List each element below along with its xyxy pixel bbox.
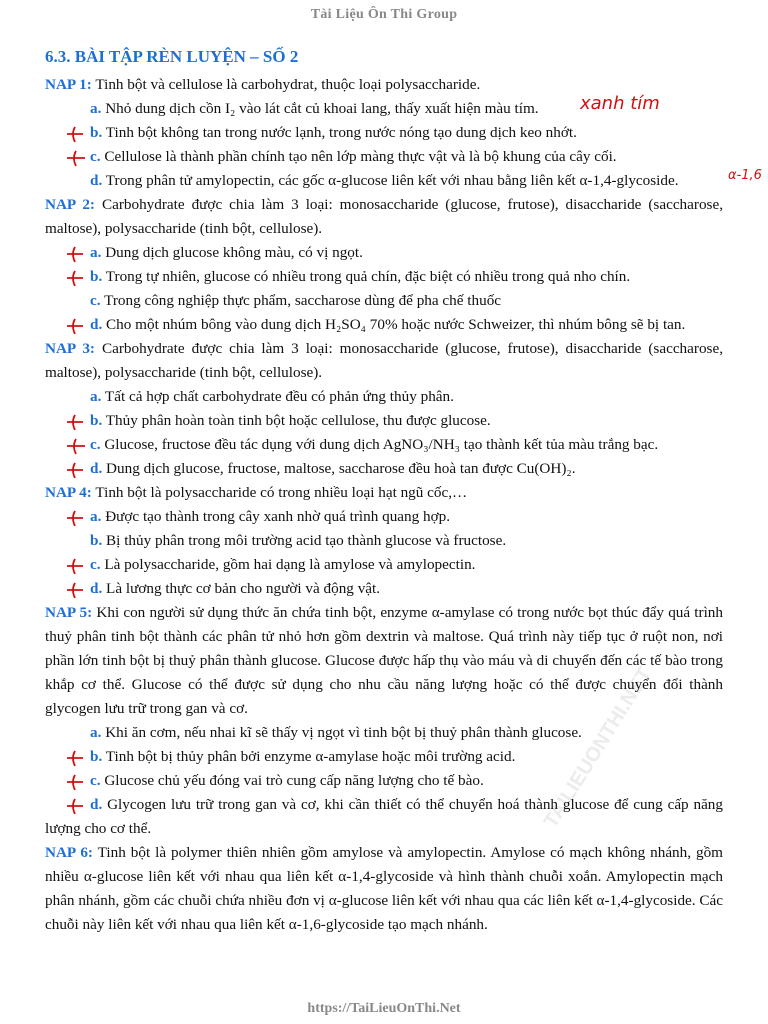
question-stem: Tinh bột và cellulose là carbohydrat, thuộc loại polysaccharide. <box>95 76 481 93</box>
question-stem: Tinh bột là polysaccharide có trong nhiều loại hạt ngũ cốc,… <box>95 484 468 501</box>
question-nap4 <box>45 481 723 505</box>
question-label: NAP 5: <box>45 604 93 621</box>
option-nap1-b <box>45 121 723 145</box>
option-nap4-a <box>45 505 723 529</box>
option-nap3-a <box>45 385 723 409</box>
option-nap2-d <box>45 313 723 337</box>
option-text: Trong công nghiệp thực phẩm, saccharose dùng để pha chế thuốc <box>104 292 502 309</box>
option-text: Là polysaccharide, gồm hai dạng là amylose và amylopectin. <box>104 556 476 573</box>
option-label: b. <box>90 748 103 765</box>
option-text: Glucose, fructose đều tác dụng với dung dịch AgNO₃/NH₃ tạo thành kết tủa màu trắng bạc. <box>104 436 659 453</box>
question-stem: Carbohydrate được chia làm 3 loại: monosaccharide (glucose, frutose), disaccharide (saccharose, maltose), polysaccharide (tinh bột, cellulose). <box>45 196 723 237</box>
option-text: Dung dịch glucose, fructose, maltose, saccharose đều hoà tan được Cu(OH)₂. <box>106 460 576 477</box>
option-text: Tất cả hợp chất carbohydrate đều có phản ứng thủy phân. <box>104 388 454 405</box>
option-nap3-b <box>45 409 723 433</box>
option-label: a. <box>90 724 102 741</box>
option-text: Tinh bột bị thủy phân bởi enzyme α-amylase hoặc môi trường acid. <box>105 748 516 765</box>
handwritten-check-icon <box>63 244 89 264</box>
handwritten-check-icon <box>63 556 89 576</box>
option-label: a. <box>90 508 102 525</box>
option-text: Glycogen lưu trữ trong gan và cơ, khi cần thiết có thể chuyển hoá thành glucose để cung cấp năng lượng cho cơ thể. <box>45 796 723 837</box>
option-nap1-d <box>45 169 723 193</box>
question-nap6 <box>45 841 723 937</box>
option-nap3-c <box>45 433 723 457</box>
handwritten-check-icon <box>63 124 89 144</box>
option-nap2-a <box>45 241 723 265</box>
question-label: NAP 3: <box>45 340 95 357</box>
option-label: b. <box>90 124 103 141</box>
option-label: c. <box>90 556 101 573</box>
handwritten-check-icon <box>63 748 89 768</box>
option-nap5-d <box>45 793 723 841</box>
option-nap1-c <box>45 145 723 169</box>
option-text: Là lương thực cơ bản cho người và động vật. <box>106 580 381 597</box>
option-label: d. <box>90 796 103 813</box>
handwritten-check-icon <box>63 148 89 168</box>
option-nap5-b <box>45 745 723 769</box>
question-nap3 <box>45 337 723 385</box>
option-text: Nhỏ dung dịch cồn I₂ vào lát cắt củ khoai lang, thấy xuất hiện màu tím. <box>105 100 539 117</box>
handwritten-check-icon <box>63 508 89 528</box>
page-header: Tài Liệu Ôn Thi Group <box>310 7 458 22</box>
question-label: NAP 1: <box>45 76 92 93</box>
question-nap2 <box>45 193 723 241</box>
question-stem: Carbohydrate được chia làm 3 loại: monosaccharide (glucose, frutose), disaccharide (saccharose, maltose), polysaccharide (tinh bột, cellulose). <box>45 340 723 381</box>
option-text: Khi ăn cơm, nếu nhai kĩ sẽ thấy vị ngọt vì tinh bột bị thuỷ phân thành glucose. <box>105 724 582 741</box>
handwritten-check-icon <box>63 268 89 288</box>
handwritten-check-icon <box>63 772 89 792</box>
option-nap4-b <box>45 529 723 553</box>
page-footer: https://TaiLieuOnThi.Net <box>307 1001 461 1016</box>
question-stem: Tinh bột là polymer thiên nhiên gồm amylose và amylopectin. Amylose có mạch không nhánh, gồm nhiều α-glucose liên kết với nhau qua liên kết α-1,4-glycoside và hình thành chuỗi xoắn. Amylopectin mạch phân nhánh, gồm các chuỗi chứa nhiều đơn vị α-glucose liên kết với nhau qua các liên kết α-1,4-glycoside. Các chuỗi này liên kết với nhau qua liên kết α-1,6-glycoside tạo mạch nhánh. <box>45 844 723 933</box>
option-text: Trong phân tử amylopectin, các gốc α-glucose liên kết với nhau bằng liên kết α-1,4-glycoside. <box>105 172 679 189</box>
question-label: NAP 6: <box>45 844 93 861</box>
option-text: Được tạo thành trong cây xanh nhờ quá trình quang hợp. <box>105 508 451 525</box>
option-label: d. <box>90 580 103 597</box>
handwritten-check-icon <box>63 580 89 600</box>
watermark: TAILIEUONTHI.NET <box>540 663 657 832</box>
option-label: d. <box>90 316 103 333</box>
option-label: a. <box>90 100 102 117</box>
option-nap4-c <box>45 553 723 577</box>
handwritten-note: xanh tím <box>580 93 660 114</box>
handwritten-note: α-1,6 <box>728 168 762 183</box>
section-title: 6.3. BÀI TẬP RÈN LUYỆN – SỐ 2 <box>45 47 299 66</box>
handwritten-check-icon <box>63 412 89 432</box>
handwritten-check-icon <box>63 796 89 816</box>
question-nap5 <box>45 601 723 721</box>
option-nap3-d <box>45 457 723 481</box>
option-label: b. <box>90 412 103 429</box>
option-text: Dung dịch glucose không màu, có vị ngọt. <box>105 244 363 261</box>
question-label: NAP 4: <box>45 484 92 501</box>
option-label: c. <box>90 148 101 165</box>
option-text: Thủy phân hoàn toàn tinh bột hoặc cellulose, thu được glucose. <box>105 412 491 429</box>
handwritten-check-icon <box>63 460 89 480</box>
option-text: Bị thủy phân trong môi trường acid tạo thành glucose và fructose. <box>106 532 507 549</box>
option-label: c. <box>90 292 101 309</box>
option-label: d. <box>90 460 103 477</box>
option-label: a. <box>90 244 102 261</box>
option-text: Glucose chủ yếu đóng vai trò cung cấp năng lượng cho tế bào. <box>104 772 484 789</box>
option-text: Tinh bột không tan trong nước lạnh, trong nước nóng tạo dung dịch keo nhớt. <box>105 124 577 141</box>
option-nap5-c <box>45 769 723 793</box>
option-text: Cellulose là thành phần chính tạo nên lớp màng thực vật và là bộ khung của cây cối. <box>104 148 617 165</box>
option-label: b. <box>90 532 103 549</box>
handwritten-check-icon <box>63 316 89 336</box>
question-stem: Khi con người sử dụng thức ăn chứa tinh bột, enzyme α-amylase có trong nước bọt thúc đẩy quá trình thuỷ phân tinh bột thành các phân tử nhỏ hơn gồm dextrin và maltose. Quá trình này tiếp tục ở ruột non, nơi phần lớn tinh bột bị thuỷ phân thành glucose. Glucose được hấp thụ vào máu và di chuyển đến các tế bào trong khắp cơ thể. Glucose có thể được sử dụng cho nhu cầu năng lượng hoặc có thể được chuyển đổi thành glycogen lưu trữ trong gan và cơ. <box>45 604 723 717</box>
option-label: c. <box>90 436 101 453</box>
option-label: d. <box>90 172 103 189</box>
handwritten-check-icon <box>63 436 89 456</box>
option-nap5-a <box>45 721 723 745</box>
option-label: b. <box>90 268 103 285</box>
option-nap4-d <box>45 577 723 601</box>
option-label: a. <box>90 388 102 405</box>
option-nap2-c <box>45 289 723 313</box>
option-text: Trong tự nhiên, glucose có nhiều trong quả chín, đặc biệt có nhiều trong quả nho chín. <box>105 268 631 285</box>
question-label: NAP 2: <box>45 196 95 213</box>
option-nap2-b <box>45 265 723 289</box>
document-body <box>45 44 723 937</box>
option-label: c. <box>90 772 101 789</box>
option-text: Cho một nhúm bông vào dung dịch H₂SO₄ 70% hoặc nước Schweizer, thì nhúm bông sẽ bị tan. <box>106 316 686 333</box>
